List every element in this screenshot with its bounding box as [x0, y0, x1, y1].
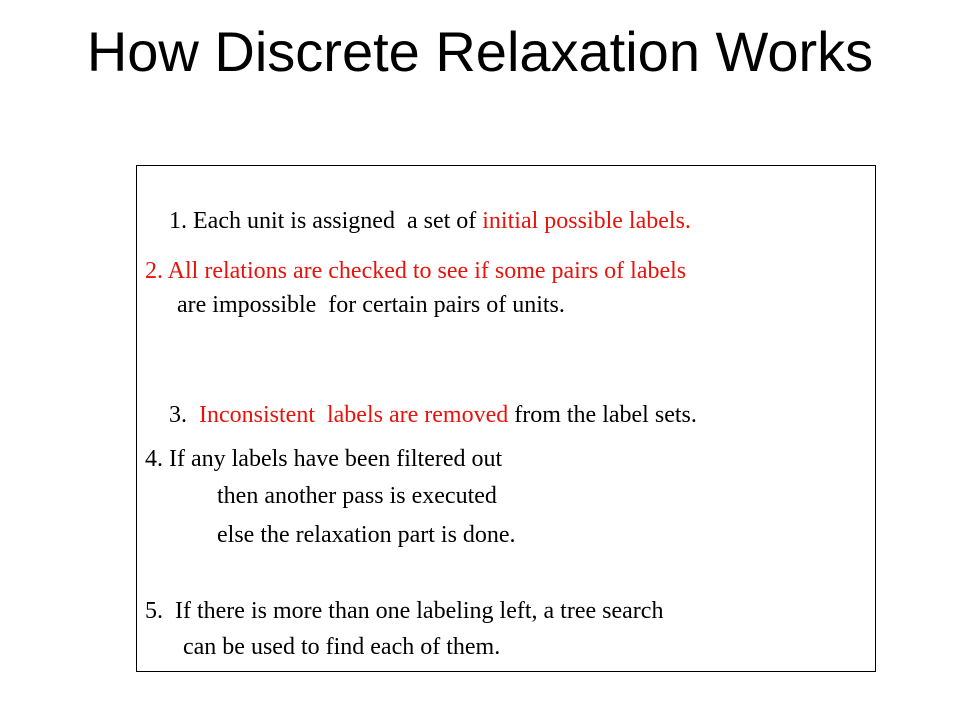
step-4-line-1: 4. If any labels have been filtered out: [145, 446, 503, 472]
step-4-line-2: then another pass is executed: [217, 483, 497, 509]
step-1: [145, 176, 691, 266]
step-2-line-2: are impossible for certain pairs of units.: [177, 292, 565, 318]
steps-box: [136, 165, 876, 672]
step-3-highlight: Inconsistent labels are removed: [199, 402, 509, 428]
step-3-suffix: from the label sets.: [508, 402, 697, 428]
step-5-line-2: can be used to find each of them.: [183, 634, 501, 660]
step-1-highlight: initial possible labels.: [482, 208, 691, 234]
slide-title: How Discrete Relaxation Works: [86, 20, 874, 83]
step-3-number: 3.: [169, 402, 199, 428]
step-2-line-1: 2. All relations are checked to see if some pairs of labels: [145, 258, 687, 284]
step-1-text: 1. Each unit is assigned a set of: [169, 208, 483, 234]
step-5-line-1: 5. If there is more than one labeling left, a tree search: [145, 598, 664, 624]
step-4-line-3: else the relaxation part is done.: [217, 522, 516, 548]
